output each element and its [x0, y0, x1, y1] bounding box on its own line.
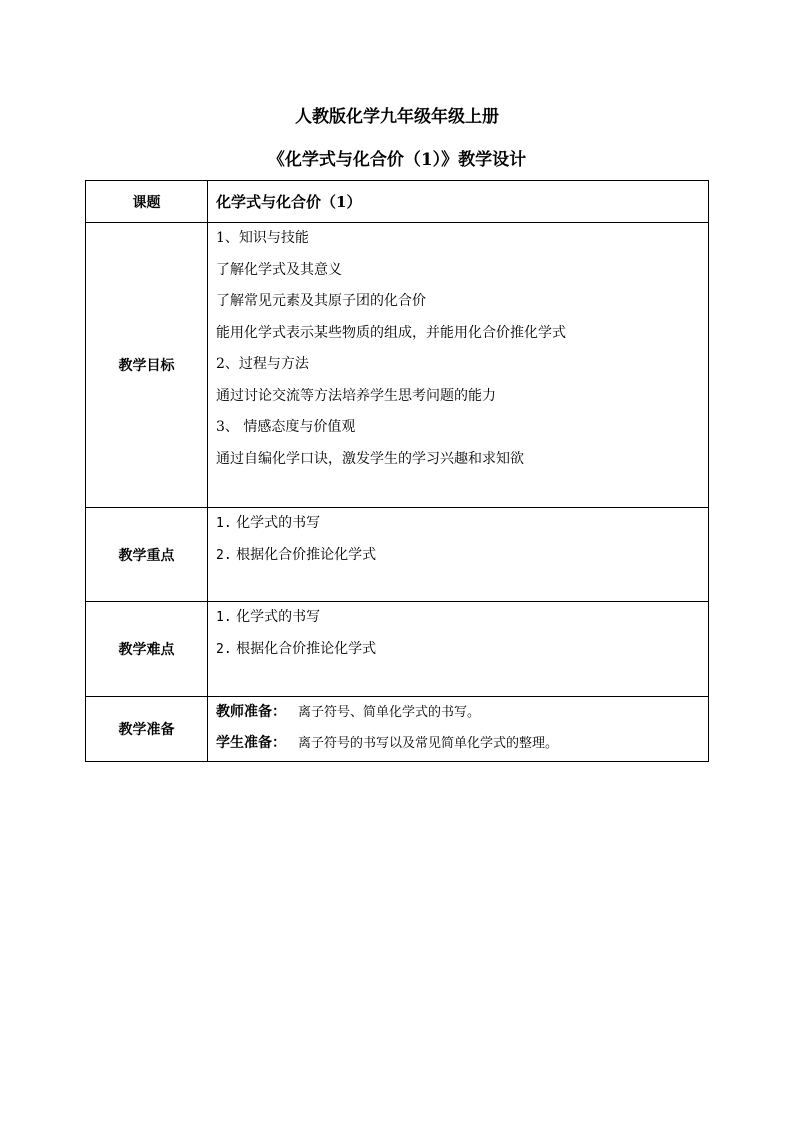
topic-label: 课题 [86, 181, 208, 223]
teacher-prep-line [216, 697, 708, 728]
table-row-topic [86, 181, 709, 223]
table-row-key-points [86, 508, 709, 602]
list-item [216, 540, 708, 572]
goal-line: 能用化学式表示某些物质的组成，并能用化合价推化学式 [216, 324, 566, 341]
goals-label: 教学目标 [86, 223, 208, 508]
item-number: 1. [216, 516, 232, 531]
item-number: 2. [216, 547, 232, 563]
student-prep-line [216, 728, 708, 759]
table-row-goals [86, 223, 709, 508]
item-text: 根据化合价推论化学式 [236, 546, 377, 563]
document-subtitle: 《化学式与化合价（1）》教学设计 [267, 150, 527, 170]
goal-line: 1、知识与技能 [216, 230, 309, 246]
goal-line: 了解常见元素及其原子团的化合价 [216, 293, 426, 309]
goals-cell [208, 223, 709, 508]
difficult-points-cell [208, 602, 709, 697]
table-row-difficult-points [86, 602, 709, 697]
preparation-label: 教学准备 [86, 697, 208, 762]
table-row-preparation [86, 697, 709, 762]
item-text: 化学式的书写 [236, 609, 321, 625]
item-number: 1. [216, 610, 232, 625]
item-number: 2. [216, 641, 232, 657]
key-points-label: 教学重点 [86, 508, 208, 602]
list-item [216, 634, 708, 666]
teacher-prep-label: 教师准备： [216, 704, 286, 720]
goal-line: 了解化学式及其意义 [216, 261, 342, 278]
goal-line: 通过自编化学口诀，激发学生的学习兴趣和求知欲 [216, 450, 524, 467]
key-points-cell [208, 508, 709, 602]
difficult-points-label: 教学难点 [86, 602, 208, 697]
goal-line: 2、过程与方法 [216, 356, 309, 372]
item-text: 化学式的书写 [236, 515, 321, 531]
topic-cell [208, 181, 709, 223]
goal-line: 通过讨论交流等方法培养学生思考问题的能力 [216, 387, 496, 404]
list-item [216, 602, 708, 634]
teacher-prep-text: 离子符号、简单化学式的书写。 [298, 705, 481, 720]
list-item [216, 508, 708, 540]
student-prep-label: 学生准备： [216, 735, 286, 751]
document-title: 人教版化学九年级年级上册 [295, 107, 499, 127]
preparation-cell [208, 697, 709, 762]
item-text: 根据化合价推论化学式 [236, 640, 377, 657]
lesson-plan-table [85, 180, 709, 762]
topic-value: 化学式与化合价（1） [216, 192, 362, 211]
goal-line: 3、 情感态度与价值观 [216, 419, 356, 435]
student-prep-text: 离子符号的书写以及常见简单化学式的整理。 [298, 736, 559, 751]
